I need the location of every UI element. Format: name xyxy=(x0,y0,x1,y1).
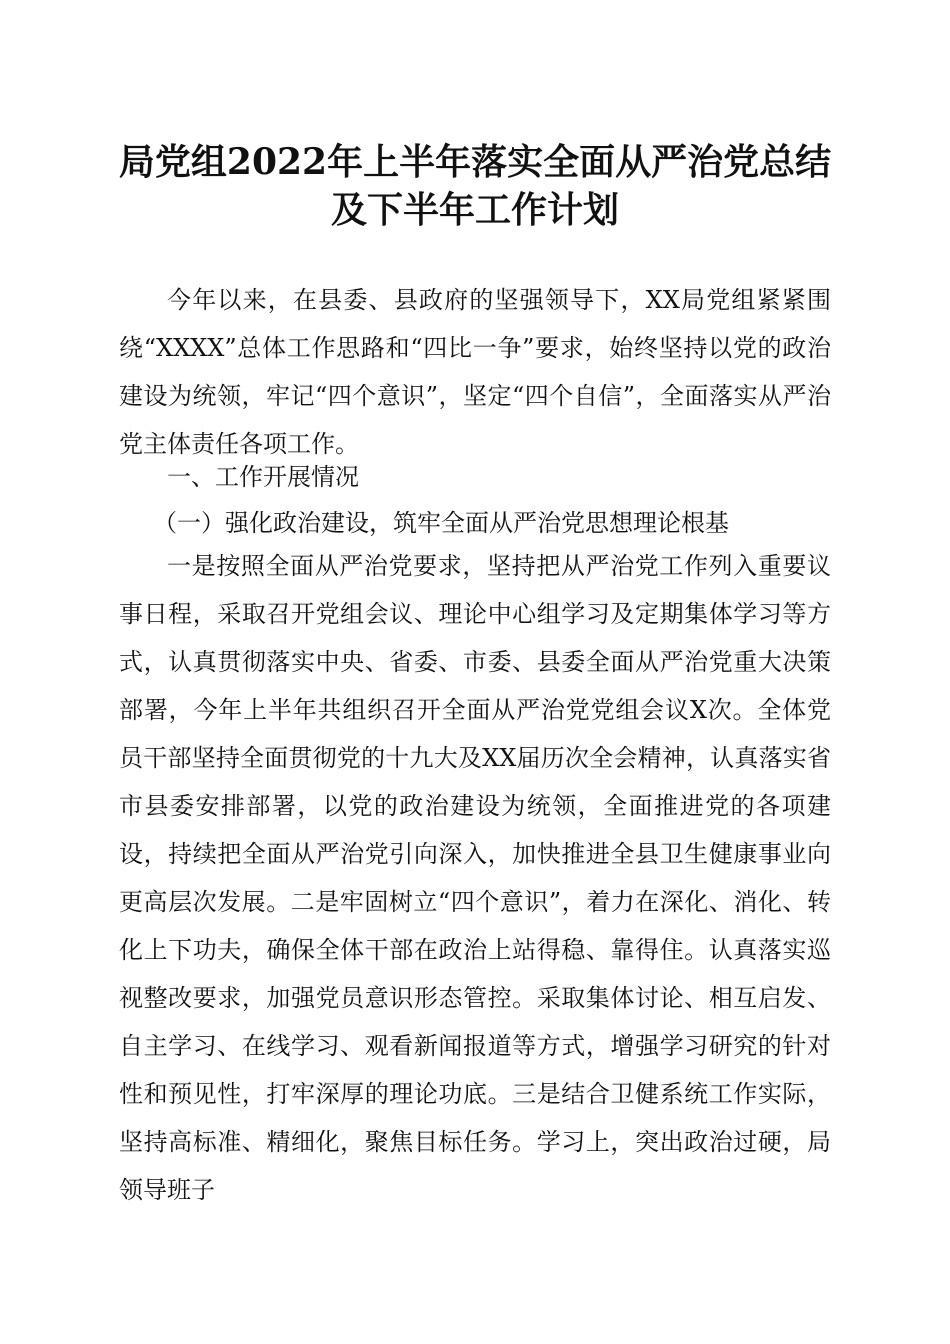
intro-paragraph: 今年以来，在县委、县政府的坚强领导下，XX局党组紧紧围绕“XXXX”总体工作思路和“四比一争”要求，始终坚持以党的政治建设为统领，牢记“四个意识”，坚定“四个自信”，全面落实从严治党主体责任各项工作。 xyxy=(119,286,831,458)
subsection-heading: （一）强化政治建设，筑牢全面从严治党思想理论根基 xyxy=(153,509,729,537)
section-heading: 一、工作开展情况 xyxy=(167,463,359,491)
document-title-line2: 及下半年工作计划 xyxy=(330,189,619,231)
body-paragraph: 一是按照全面从严治党要求，坚持把从严治党工作列入重要议事日程，采取召开党组会议、理论中心组学习及定期集体学习等方式，认真贯彻落实中央、省委、市委、县委全面从严治党重大决策部署，今年上半年共组织召开全面从严治党党组会议X次。全体党员干部坚持全面贯彻党的十九大及XX届历次全会精神，认真落实省市县委安排部署，以党的政治建设为统领，全面推进党的各项建设，持续把全面从严治党引向深入，加快推进全县卫生健康事业向更高层次发展。二是牢固树立“四个意识”，着力在深化、消化、转化上下功夫，确保全体干部在政治上站得稳、靠得住。认真落实巡视整改要求，加强党员意识形态管控。采取集体讨论、相互启发、自主学习、在线学习、观看新闻报道等方式，增强学习研究的针对性和预见性，打牢深厚的理论功底。三是结合卫健系统工作实际，坚持高标准、精细化，聚焦目标任务。学习上，突出政治过硬，局领导班子 xyxy=(119,552,831,1204)
document-title-line1: 局党组2022年上半年落实全面从严治党总结 xyxy=(118,141,832,183)
